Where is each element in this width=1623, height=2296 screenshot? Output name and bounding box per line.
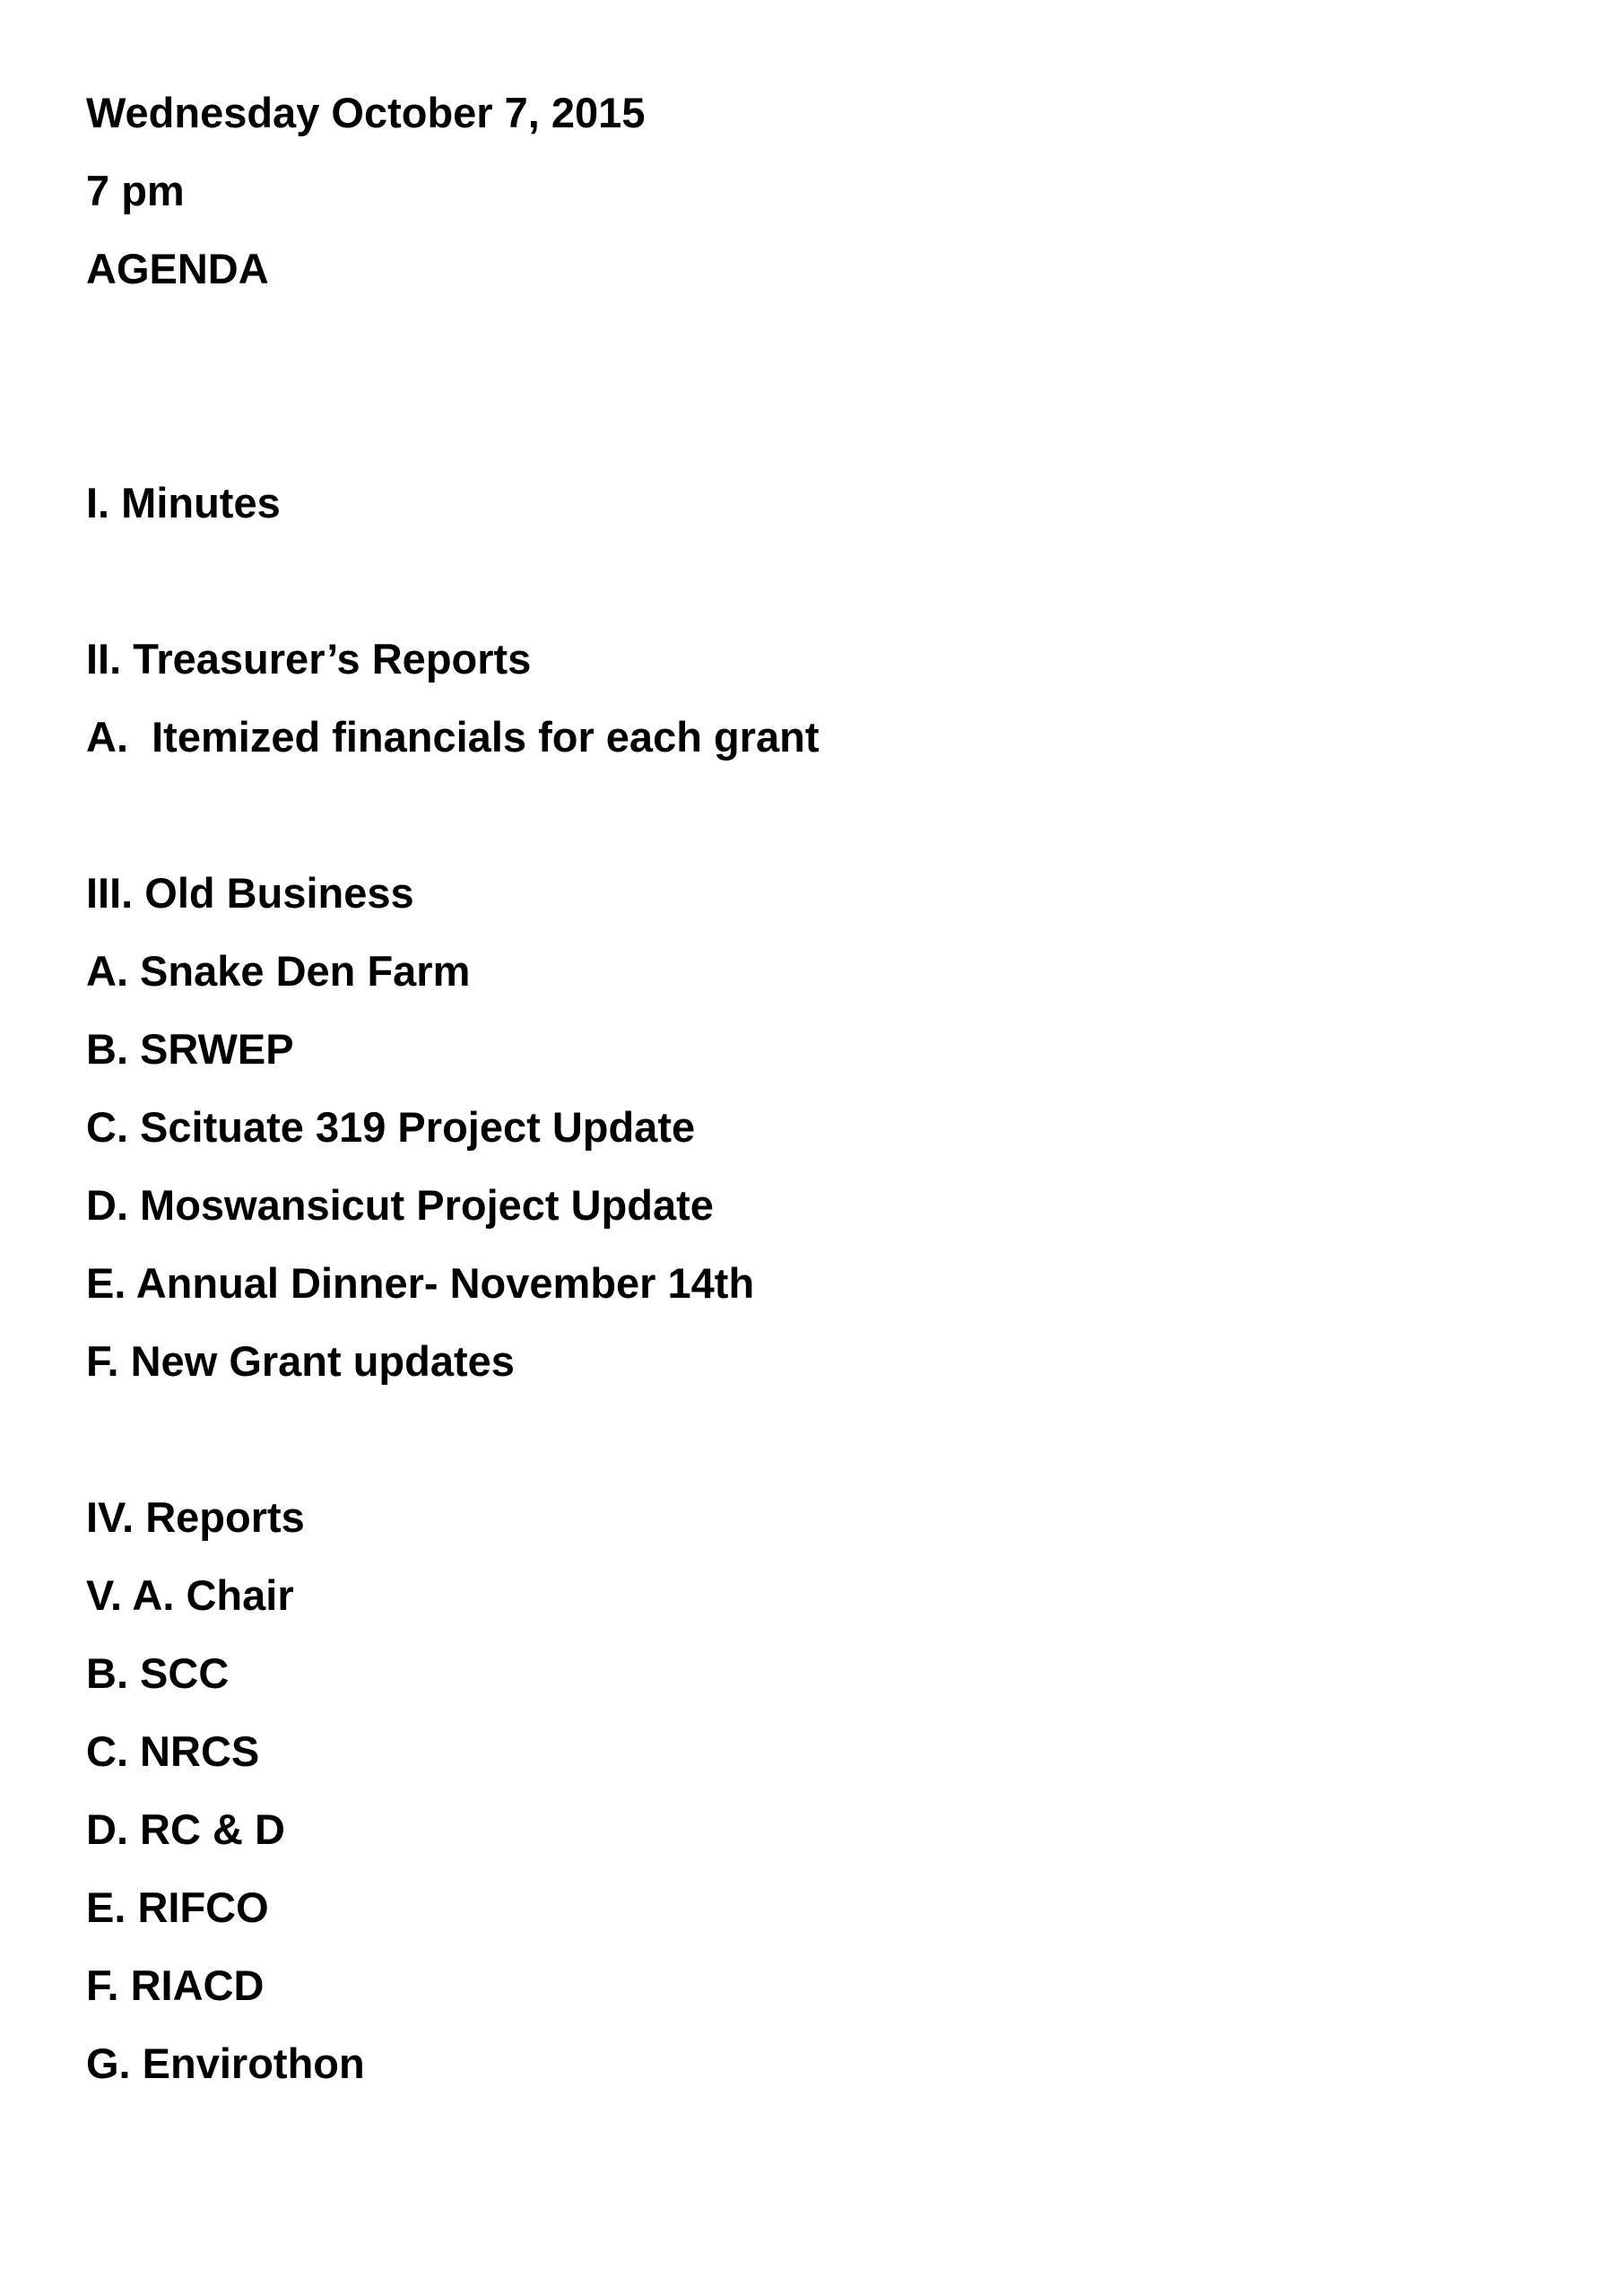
agenda-item: E. Annual Dinner- November 14th xyxy=(86,1259,755,1307)
section-heading-old-business: III. Old Business xyxy=(86,869,414,917)
agenda-item: C. NRCS xyxy=(86,1727,260,1775)
meeting-date: Wednesday October 7, 2015 xyxy=(86,89,646,136)
agenda-item: F. RIACD xyxy=(86,1961,265,2009)
agenda-item: D. Moswansicut Project Update xyxy=(86,1181,714,1229)
agenda-item: V. A. Chair xyxy=(86,1571,294,1619)
agenda-item: B. SRWEP xyxy=(86,1025,294,1073)
section-heading-minutes: I. Minutes xyxy=(86,479,281,526)
meeting-time: 7 pm xyxy=(86,167,185,214)
agenda-item: F. New Grant updates xyxy=(86,1337,515,1385)
agenda-title: AGENDA xyxy=(86,245,269,292)
agenda-item: C. Scituate 319 Project Update xyxy=(86,1103,696,1151)
section-heading-reports: IV. Reports xyxy=(86,1493,305,1541)
agenda-item: B. SCC xyxy=(86,1649,230,1697)
agenda-item: D. RC & D xyxy=(86,1805,285,1853)
agenda-item: G. Envirothon xyxy=(86,2039,365,2087)
agenda-item: E. RIFCO xyxy=(86,1883,269,1931)
agenda-item: A. Itemized financials for each grant xyxy=(86,713,820,761)
agenda-item: A. Snake Den Farm xyxy=(86,947,471,995)
section-heading-treasurers-reports: II. Treasurer’s Reports xyxy=(86,635,532,683)
